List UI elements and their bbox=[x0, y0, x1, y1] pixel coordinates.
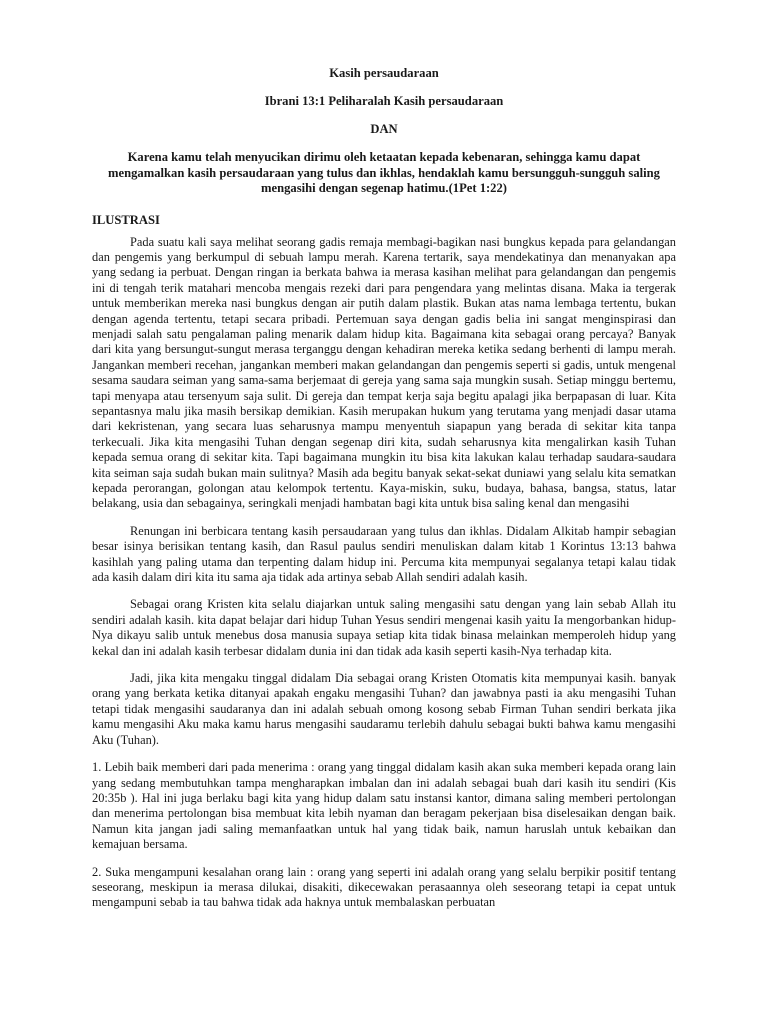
scripture-verse: Karena kamu telah menyucikan dirimu oleh ketaatan kepada kebenaran, sehingga kamu dapat mengamalkan kasih persaudaraan yang tulus dan ikhlas, hendaklah kamu bersungguh-sungguh saling mengasihi dengan segenap hatimu.(1Pet 1:22) bbox=[108, 150, 660, 195]
list-item-2: 2. Suka mengampuni kesalahan orang lain : orang yang seperti ini adalah orang yang selalu berpikir positif tentang seseorang, meskipun ia merasa dilukai, disakiti, dikecewakan perasaannya oleh seseorang tetapi ia cepat untuk mengampuni sebab ia tau bahwa tidak ada haknya untuk membalaskan perbuatan bbox=[92, 864, 676, 910]
document-title: Kasih persaudaraan bbox=[329, 66, 439, 80]
paragraph-illustration: Pada suatu kali saya melihat seorang gadis remaja membagi-bagikan nasi bungkus kepada para gelandangan dan pengemis yang berkumpul di sebuah lampu merah. Karena tertarik, saya mendekatinya dan menanyakan apa yang sedang ia perbuat. Dengan ringan ia berkata bahwa ia merasa kasihan melihat para gelandangan dan pengemis ini di tengah terik matahari mencoba mengais rezeki dari para pengendara yang melintas disana. Maka ia tergerak untuk memberikan mereka nasi bungkus dengan air putih dalam plastik. Bukan atas nama lembaga tertentu, bukan dengan agenda tertentu, tetapi secara pribadi. Pertemuan saya dengan gadis belia ini sangat menginspirasi dan menjadi salah satu pengalaman paling menarik dalam hidup kita. Bagaimana kita sebagai orang percaya? Banyak dari kita yang bersungut-sungut merasa terganggu dengan kehadiran mereka ketika sedang berhenti di lampu merah. Jangankan memberi recehan, jangankan memberi makan gelandangan dan pengemis seperti si gadis, untuk mengenal sesama saudara seiman yang sama-sama berjemaat di gereja yang sama saja mungkin susah. Setiap minggu bertemu, tapi menyapa atau tersenyum saja sulit. Di gereja dan tempat kerja saja begitu apalagi jika berpapasan di luar. Kita sepantasnya malu jika masih bersikap demikian. Kasih merupakan hukum yang terutama yang menjadi dasar utama dari kekristenan, yang secara luas seharusnya mampu menyentuh siapapun yang berada di sekitar kita tanpa terkecuali. Jika kita mengasihi Tuhan dengan segenap diri kita, sudah seharusnya kita mengalirkan kasih Tuhan kepada semua orang di sekitar kita. Tapi bagaimana mungkin itu bisa kita lakukan kalau terhadap saudara-saudara kita seiman saja sudah bukan main sulitnya? Masih ada begitu banyak sekat-sekat duniawi yang selalu kita sematkan kepada perorangan, golongan atau kelompok tertentu. Kaya-miskin, suku, budaya, bahasa, bangsa, status, latar belakang, usia dan sebagainya, seringkali menjadi hambatan bagi kita untuk bisa saling kenal dan mengasihi bbox=[92, 234, 676, 511]
paragraph-renungan: Renungan ini berbicara tentang kasih persaudaraan yang tulus dan ikhlas. Didalam Alkitab hampir sebagian besar isinya berisikan tentang kasih, dan Rasul paulus sendiri menuliskan dalam kitab 1 Korintus 13:13 bahwa kasihlah yang paling utama dan terpenting dalam hidup ini. Percuma kita mempunyai segalanya tetapi kalau tidak ada kasih dalam diri kita itu sama aja tidak ada artinya sebab Allah sendiri adalah kasih. bbox=[92, 523, 676, 585]
paragraph-sebagai-orang-kristen: Sebagai orang Kristen kita selalu diajarkan untuk saling mengasihi satu dengan yang lain sebab Allah itu sendiri adalah kasih. kita dapat belajar dari hidup Tuhan Yesus sendiri mengenai kasih yaitu Ia mengorbankan hidup-Nya dikayu salib untuk menebus dosa manusia supaya setiap kita tidak binasa melainkan memperoleh hidup yang kekal dan ini adalah kasih terbesar didalam dunia ini dan tidak ada kasih seperti kasih-Nya terhadap kita. bbox=[92, 597, 676, 658]
paragraph-jadi: Jadi, jika kita mengaku tinggal didalam Dia sebagai orang Kristen Otomatis kita mempunyai kasih. banyak orang yang berkata ketika ditanyai apakah engaku mengasihi Tuhan? dan jawabnya pasti ia aku mengasihi Tuhan tetapi tidak mengasihi saudaranya dan ini adalah sebuah omong kosong sebab Firman Tuhan sendiri berkata jika kamu mengasihi Aku maka kamu harus mengasihi saudaramu terlebih dahulu sebagai bukti bahwa kamu mengasihi Aku (Tuhan). bbox=[92, 671, 676, 747]
document-subtitle: Ibrani 13:1 Peliharalah Kasih persaudaraan bbox=[264, 94, 504, 108]
list-item-1: 1. Lebih baik memberi dari pada menerima : orang yang tinggal didalam kasih akan suka memberi kepada orang lain yang sedang membutuhkan tampa mengharapkan imbalan dan ini adalah sebagai buah dari kasih itu sendiri (Kis 20:35b ). Hal ini juga berlaku bagi kita yang hidup dalam satu instansi kantor, dimana saling memberi pertolongan dan menerima pertolongan bisa membuat kita lebih nyaman dan beragam pekerjaan bisa diselesaikan dengan baik. Namun kita jangan jadi saling memanfaatkan untuk hal yang tidak baik, namun haruslah untuk kebaikan dan kemajuan bersama. bbox=[92, 760, 676, 852]
conjunction-heading: DAN bbox=[370, 122, 398, 136]
document-body bbox=[92, 235, 676, 911]
document-header bbox=[92, 66, 676, 197]
section-heading-ilustrasi: ILUSTRASI bbox=[92, 212, 160, 227]
